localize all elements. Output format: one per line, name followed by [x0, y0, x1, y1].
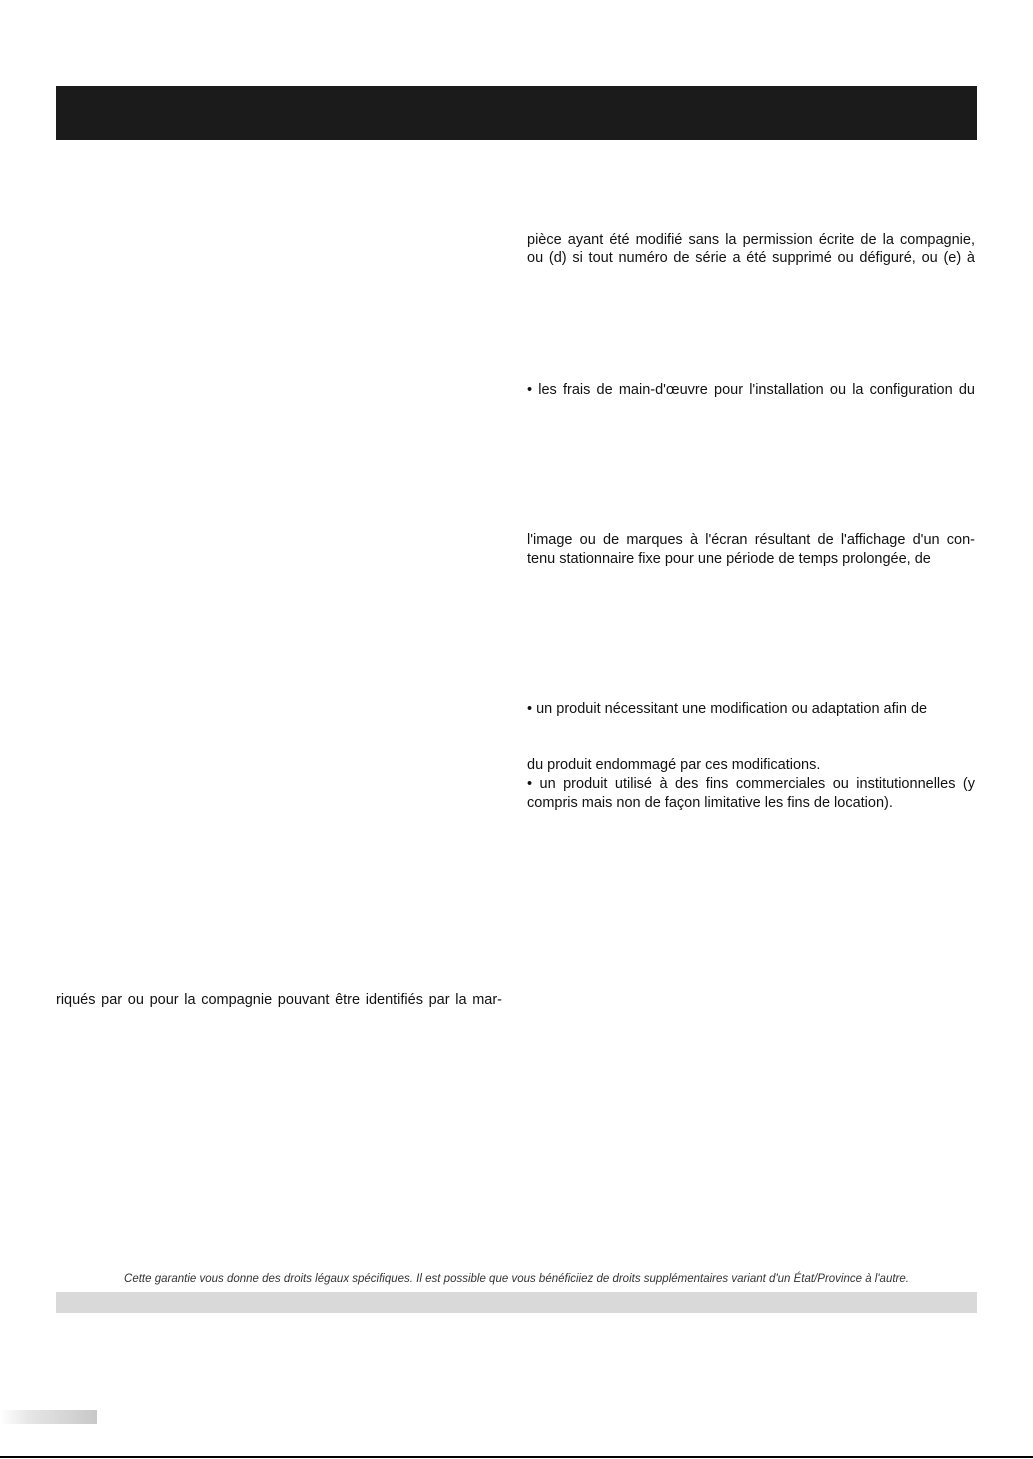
paragraph-line: pièce ayant été modifié sans la permission écrite de la compagnie,	[527, 232, 975, 248]
bottom-rule	[0, 1456, 1033, 1458]
paragraph-line: compris mais non de façon limitative les fins de location).	[527, 795, 893, 811]
list-item: • les frais de main-d'œuvre pour l'installation ou la configuration du	[527, 382, 975, 398]
footer-note: Cette garantie vous donne des droits légaux spécifiques. Il est possible que vous bénéficiiez de droits supplémentaires variant d'un État/Province à l'autre.	[124, 1273, 909, 1285]
paragraph-line: ou (d) si tout numéro de série a été supprimé ou défiguré, ou (e) à	[527, 250, 975, 266]
footer-bar	[56, 1292, 977, 1313]
list-item: • un produit nécessitant une modification ou adaptation afin de	[527, 701, 928, 717]
page-number-tab	[0, 1410, 97, 1424]
list-item: • un produit utilisé à des fins commerciales ou institutionnelles (y	[527, 776, 975, 792]
paragraph-line: tenu stationnaire fixe pour une période de temps prolongée, de	[527, 551, 931, 567]
paragraph-line: riqués par ou pour la compagnie pouvant être identifiés par la mar-	[56, 992, 502, 1008]
header-bar	[56, 86, 977, 140]
paragraph-line: du produit endommagé par ces modifications.	[527, 757, 821, 773]
paragraph-line: l'image ou de marques à l'écran résultant de l'affichage d'un con-	[527, 532, 975, 548]
